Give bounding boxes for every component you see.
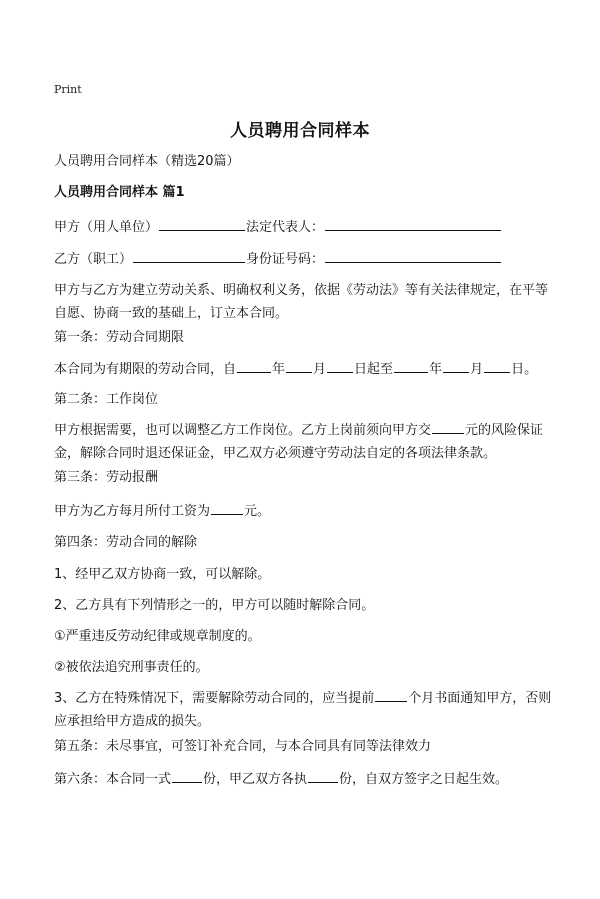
document-subtitle: 人员聘用合同样本（精选20篇） xyxy=(54,154,240,169)
article1-title: 第一条：劳动合同期限 xyxy=(54,330,185,345)
each-copies-blank xyxy=(308,768,338,783)
article6-text-a: 第六条：本合同一式 xyxy=(54,772,172,787)
article3-text-b: 元。 xyxy=(244,504,271,519)
party-a-blank xyxy=(159,216,245,231)
article3-salary xyxy=(54,500,270,523)
article4-sub1: ①严重违反劳动纪律或规章制度的。 xyxy=(54,629,261,644)
document-title: 人员聘用合同样本 xyxy=(230,121,370,141)
article2-title: 第二条：工作岗位 xyxy=(54,392,159,407)
year1-label: 年 xyxy=(272,362,286,377)
article3-text-a: 甲方为乙方每月所付工资为 xyxy=(54,504,211,519)
year1-blank xyxy=(237,358,271,373)
legal-rep-label: 法定代表人： xyxy=(246,220,325,235)
article1-term xyxy=(54,358,537,381)
article2-text-b: 元的风险保证金，解除合同时退还保证金，甲乙双方必须遵守劳动法自定的各项法律条款。 xyxy=(54,423,544,461)
day1-label: 日起至 xyxy=(354,362,394,377)
article4-item3-text-b: 个月书面通知甲方，否则应承担给甲方造成的损失。 xyxy=(54,691,552,729)
intro-paragraph: 甲方与乙方为建立劳动关系、明确权利义务，依据《劳动法》等有关法律规定，在平等自愿、协商一致的基础上，订立本合同。 xyxy=(54,283,549,321)
article5-text: 第五条：未尽事宜，可签订补充合同，与本合同具有同等法律效力 xyxy=(54,739,432,754)
print-link[interactable]: Print xyxy=(54,83,82,96)
party-b-label: 乙方（职工） xyxy=(54,252,133,267)
article1-text: 本合同为有期限的劳动合同，自 xyxy=(54,362,237,377)
year2-blank xyxy=(394,358,428,373)
id-number-blank xyxy=(325,248,501,263)
party-b-blank xyxy=(133,248,245,263)
article4-item1: 1、经甲乙双方协商一致，可以解除。 xyxy=(54,567,271,582)
month2-blank xyxy=(443,358,469,373)
id-number-label: 身份证号码： xyxy=(246,252,325,267)
section-title: 人员聘用合同样本 篇1 xyxy=(54,185,185,200)
article6-text-c: 份，自双方签字之日起生效。 xyxy=(339,772,509,787)
month1-blank xyxy=(286,358,312,373)
article2-paragraph xyxy=(54,419,554,465)
party-a-row xyxy=(54,216,502,239)
copies-blank xyxy=(172,768,202,783)
article4-item3 xyxy=(54,687,554,733)
article4-sub2: ②被依法追究刑事责任的。 xyxy=(54,660,209,675)
year2-label: 年 xyxy=(429,362,443,377)
salary-blank xyxy=(211,500,243,515)
article4-item2: 2、乙方具有下列情形之一的，甲方可以随时解除合同。 xyxy=(54,598,375,613)
deposit-blank xyxy=(432,419,464,434)
day2-label: 日。 xyxy=(511,362,538,377)
day1-blank xyxy=(327,358,353,373)
article6-text-b: 份，甲乙双方各执 xyxy=(203,772,308,787)
month1-label: 月 xyxy=(313,362,327,377)
article6-text xyxy=(54,768,508,791)
article4-item3-text-a: 3、乙方在特殊情况下，需要解除劳动合同的，应当提前 xyxy=(54,691,375,706)
notice-months-blank xyxy=(375,687,407,702)
article2-text-a: 甲方根据需要，也可以调整乙方工作岗位。乙方上岗前须向甲方交 xyxy=(54,423,432,438)
party-b-row xyxy=(54,248,502,271)
day2-blank xyxy=(484,358,510,373)
party-a-label: 甲方（用人单位） xyxy=(54,220,159,235)
article3-title: 第三条：劳动报酬 xyxy=(54,470,159,485)
article4-title: 第四条：劳动合同的解除 xyxy=(54,535,198,550)
legal-rep-blank xyxy=(325,216,501,231)
month2-label: 月 xyxy=(470,362,484,377)
